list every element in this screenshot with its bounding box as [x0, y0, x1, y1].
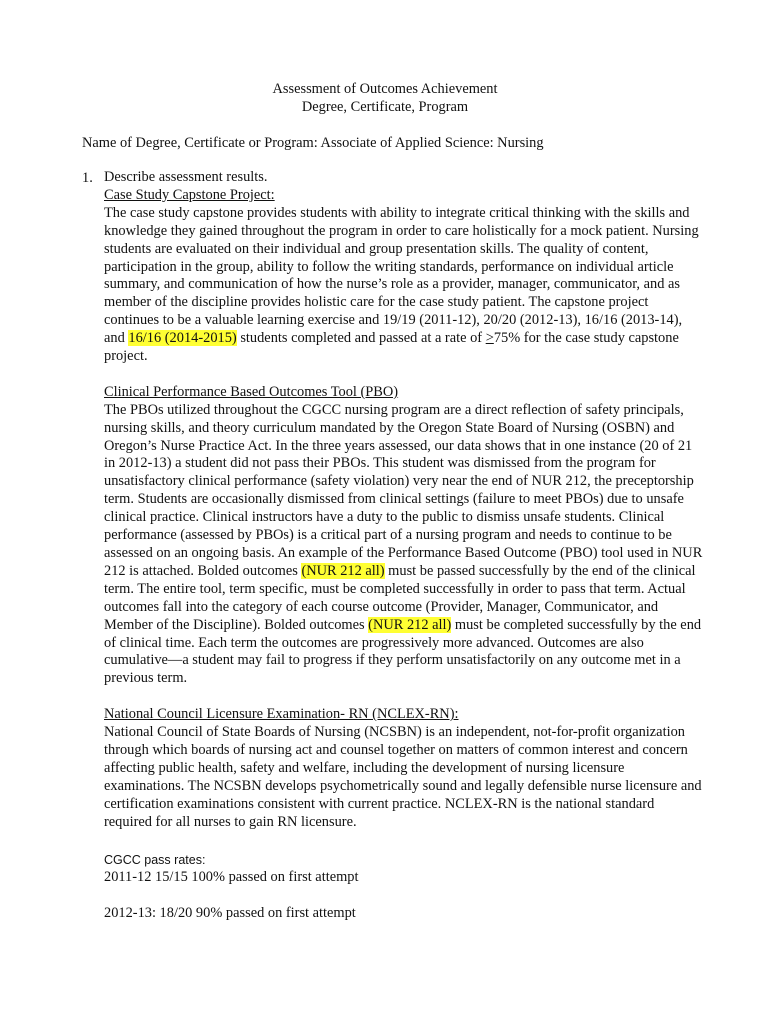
pbo-heading: Clinical Performance Based Outcomes Tool (PBO)	[104, 383, 399, 400]
capstone-paragraph	[104, 205, 704, 366]
document-title: Assessment of Outcomes Achievement	[272, 81, 498, 97]
capstone-text-3: 75% for the case study capstone project.	[104, 330, 679, 365]
pass-rate-row: 2012-13: 18/20 90% passed on first attempt	[104, 905, 356, 922]
pass-rate-row: 2011-12 15/15 100% passed on first attempt	[104, 869, 359, 886]
pbo-highlight-2: (NUR 212 all)	[368, 616, 452, 633]
nclex-heading: National Council Licensure Examination- RN (NCLEX-RN):	[104, 706, 459, 723]
pbo-paragraph	[104, 402, 704, 689]
nclex-paragraph: National Council of State Boards of Nursing (NCSBN) is an independent, not-for-profit organization through which boards of nursing act and counsel together on matters of common interest and concern affecting public health, safety and welfare, including the development of nursing licensure examinations. The NCSBN develops psychometrically sound and legally defensible nurse licensure and certification examinations consistent with current practice. NCLEX-RN is the national standard required for all nurses to gain RN licensure.	[104, 724, 702, 830]
capstone-heading: Case Study Capstone Project:	[104, 186, 275, 203]
pbo-text-1: The PBOs utilized throughout the CGCC nursing program are a direct reflection of safety principals, nursing skills, and theory curriculum mandated by the Oregon State Board of Nursing (OSBN) and Oregon’s Nurse Practice Act. In the three years assessed, our data shows that in one instance (20 of 21 in 2012-13) a student did not pass their PBOs. This student was dismissed from the program for unsatisfactory clinical performance (safety violation) very near the end of NUR 212, the preceptorship term. Students are occasionally dismissed from clinical settings (failure to meet PBOs) due to unsafe clinical practice. Clinical instructors have a duty to the public to dismiss unsafe students. Clinical performance (assessed by PBOs) is a critical part of a nursing program and needs to continue to be assessed on an ongoing basis. An example of the Performance Based Outcome (PBO) tool used in NUR 212 is attached. Bolded outcomes	[104, 401, 703, 579]
spacer	[104, 887, 704, 905]
gte-symbol: >	[485, 330, 494, 347]
pbo-highlight-1: (NUR 212 all)	[301, 562, 385, 579]
document-subtitle: Degree, Certificate, Program	[301, 99, 469, 115]
spacer	[104, 832, 704, 852]
pbo-text-3: must be completed successfully by the end of clinical time. Each term the outcomes are progressively more advanced. Outcomes are also cumulative—a student may fail to progress if they perform unsatisfactorily on any outcome met in a previous term.	[104, 616, 702, 687]
pass-rates-label: CGCC pass rates:	[104, 852, 206, 867]
section-body	[104, 169, 704, 923]
program-name: Name of Degree, Certificate or Program: Associate of Applied Science: Nursing	[82, 135, 544, 151]
spacer	[104, 688, 704, 706]
list-number: 1.	[82, 170, 93, 186]
capstone-highlight: 16/16 (2014-2015)	[128, 330, 237, 347]
item-prompt: Describe assessment results.	[104, 169, 268, 185]
pbo-text-2: must be passed successfully by the end of the clinical term. The entire tool, term specific, must be completed successfully in order to pass that term. Actual outcomes fall into the category of each course outcome (Provider, Manager, Communicator, and Member of the Discipline). Bolded outcomes	[104, 562, 696, 633]
capstone-text-2: students completed and passed at a rate of	[236, 330, 486, 347]
capstone-text-1: The case study capstone provides students with ability to integrate critical thinking with the skills and knowledge they gained throughout the program in order to care holistically for a mock patient. Nursing students are evaluated on their individual and group presentation skills. The quality of content, participation in the group, ability to follow the writing standards, performance on individual article summary, and communication of how the nurse’s role as a provider, manager, communicator, and as member of the discipline provides holistic care for the case study patient. The capstone project continues to be a valuable learning exercise and 19/19 (2011-12), 20/20 (2012-13), 16/16 (2013-14), and	[104, 204, 699, 347]
spacer	[104, 366, 704, 384]
